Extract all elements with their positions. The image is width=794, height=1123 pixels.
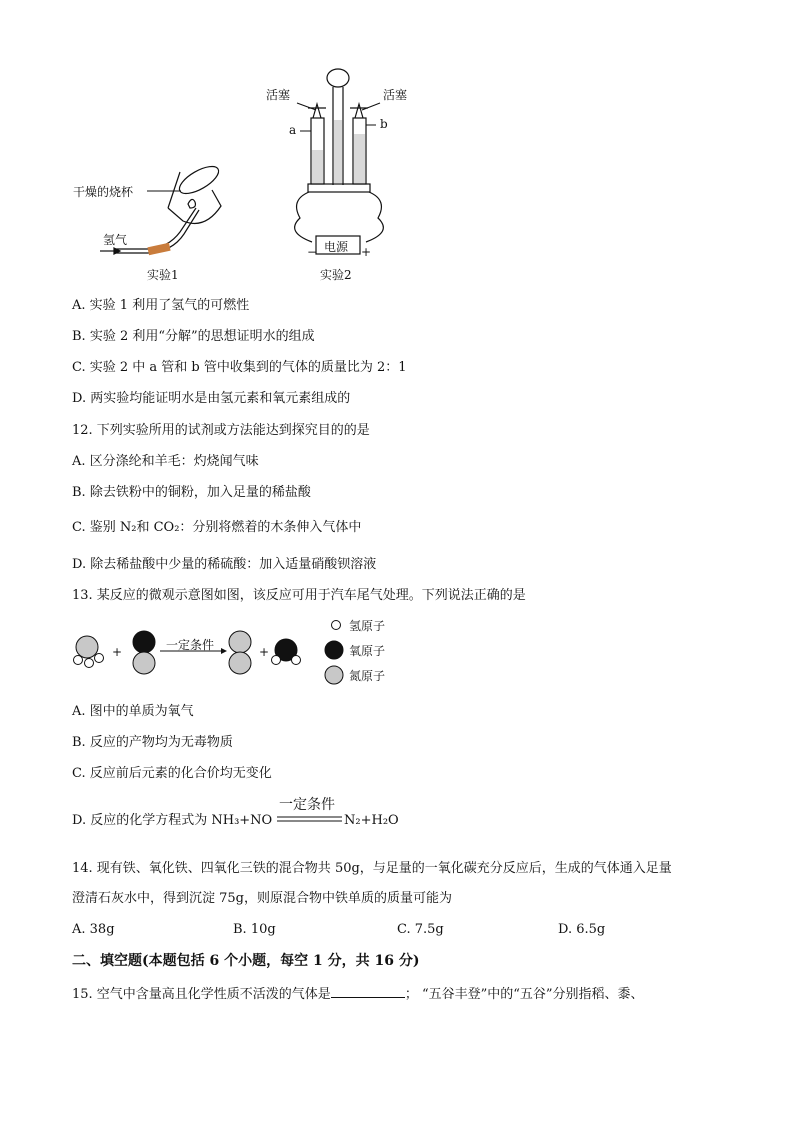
q12-option-c: C. 鉴别 N₂和 CO₂：分别将燃着的木条伸入气体中 [72,520,362,535]
legend-hydrogen: 氢原子 [349,619,386,633]
q14-option-b: B. 10g [233,922,276,937]
q14-stem-line2: 澄清石灰水中，得到沉淀 75g，则原混合物中铁单质的质量可能为 [72,891,452,906]
q11-option-a: A. 实验 1 利用了氢气的可燃性 [72,298,250,313]
reaction-plus-2: + [259,645,270,659]
stopcock-right-label: 活塞 [383,88,408,102]
tube-a-label: a [289,123,297,137]
q15-text-after: ； “五谷丰登”中的“五谷”分别指稻、黍、 [404,987,644,1002]
q11-option-c: C. 实验 2 中 a 管和 b 管中收集到的气体的质量比为 2：1 [72,360,407,375]
q14-option-c: C. 7.5g [397,922,444,937]
q14-option-a: A. 38g [72,922,115,937]
q15-text-before: 15. 空气中含量高且化学性质不活泼的气体是 [72,987,331,1002]
stopcock-left-label: 活塞 [266,88,291,102]
tube-b-label: b [380,117,388,131]
q14-option-d: D. 6.5g [558,922,606,937]
q11-option-d: D. 两实验均能证明水是由氢元素和氧元素组成的 [72,391,351,406]
q12-stem: 12. 下列实验所用的试剂或方法能达到探究目的的是 [72,423,370,438]
experiment-1-caption: 实验1 [147,268,179,282]
q13-option-c: C. 反应前后元素的化合价均无变化 [72,766,272,781]
q13-option-d-suffix: N₂+H₂O [344,813,399,828]
reaction-condition: 一定条件 [166,638,215,652]
q12-option-d: D. 除去稀盐酸中少量的稀硫酸：加入适量硝酸钡溶液 [72,557,377,572]
q13-stem: 13. 某反应的微观示意图如图，该反应可用于汽车尾气处理。下列说法正确的是 [72,588,526,603]
q14-stem-line1: 14. 现有铁、氧化铁、四氧化三铁的混合物共 50g，与足量的一氧化碳充分反应后，生成的气体通入足量 [72,861,672,876]
q15-answer-blank[interactable] [331,985,405,998]
beaker-label: 干燥的烧杯 [73,185,134,199]
q11-option-b: B. 实验 2 利用“分解”的思想证明水的组成 [72,329,315,344]
legend-nitrogen: 氮原子 [349,669,386,683]
minus-terminal: − [307,245,318,259]
plus-terminal: + [361,245,372,259]
power-supply-label: 电源 [324,240,349,254]
q13-option-d-condition: 一定条件 [279,797,335,813]
q13-option-a: A. 图中的单质为氧气 [72,704,194,719]
q12-option-b: B. 除去铁粉中的铜粉，加入足量的稀盐酸 [72,485,311,500]
q12-option-a: A. 区分涤纶和羊毛：灼烧闻气味 [72,454,259,469]
q15-stem [72,985,644,1004]
q13-option-b: B. 反应的产物均为无毒物质 [72,735,233,750]
q13-option-d-prefix: D. 反应的化学方程式为 NH₃+NO [72,813,273,828]
experiment-2-caption: 实验2 [320,268,352,282]
legend-oxygen: 氧原子 [349,644,386,658]
hydrogen-label: 氢气 [103,233,128,247]
reaction-plus-1: + [112,645,123,659]
section-2-heading: 二、填空题(本题包括 6 个小题，每空 1 分，共 16 分) [72,953,420,969]
